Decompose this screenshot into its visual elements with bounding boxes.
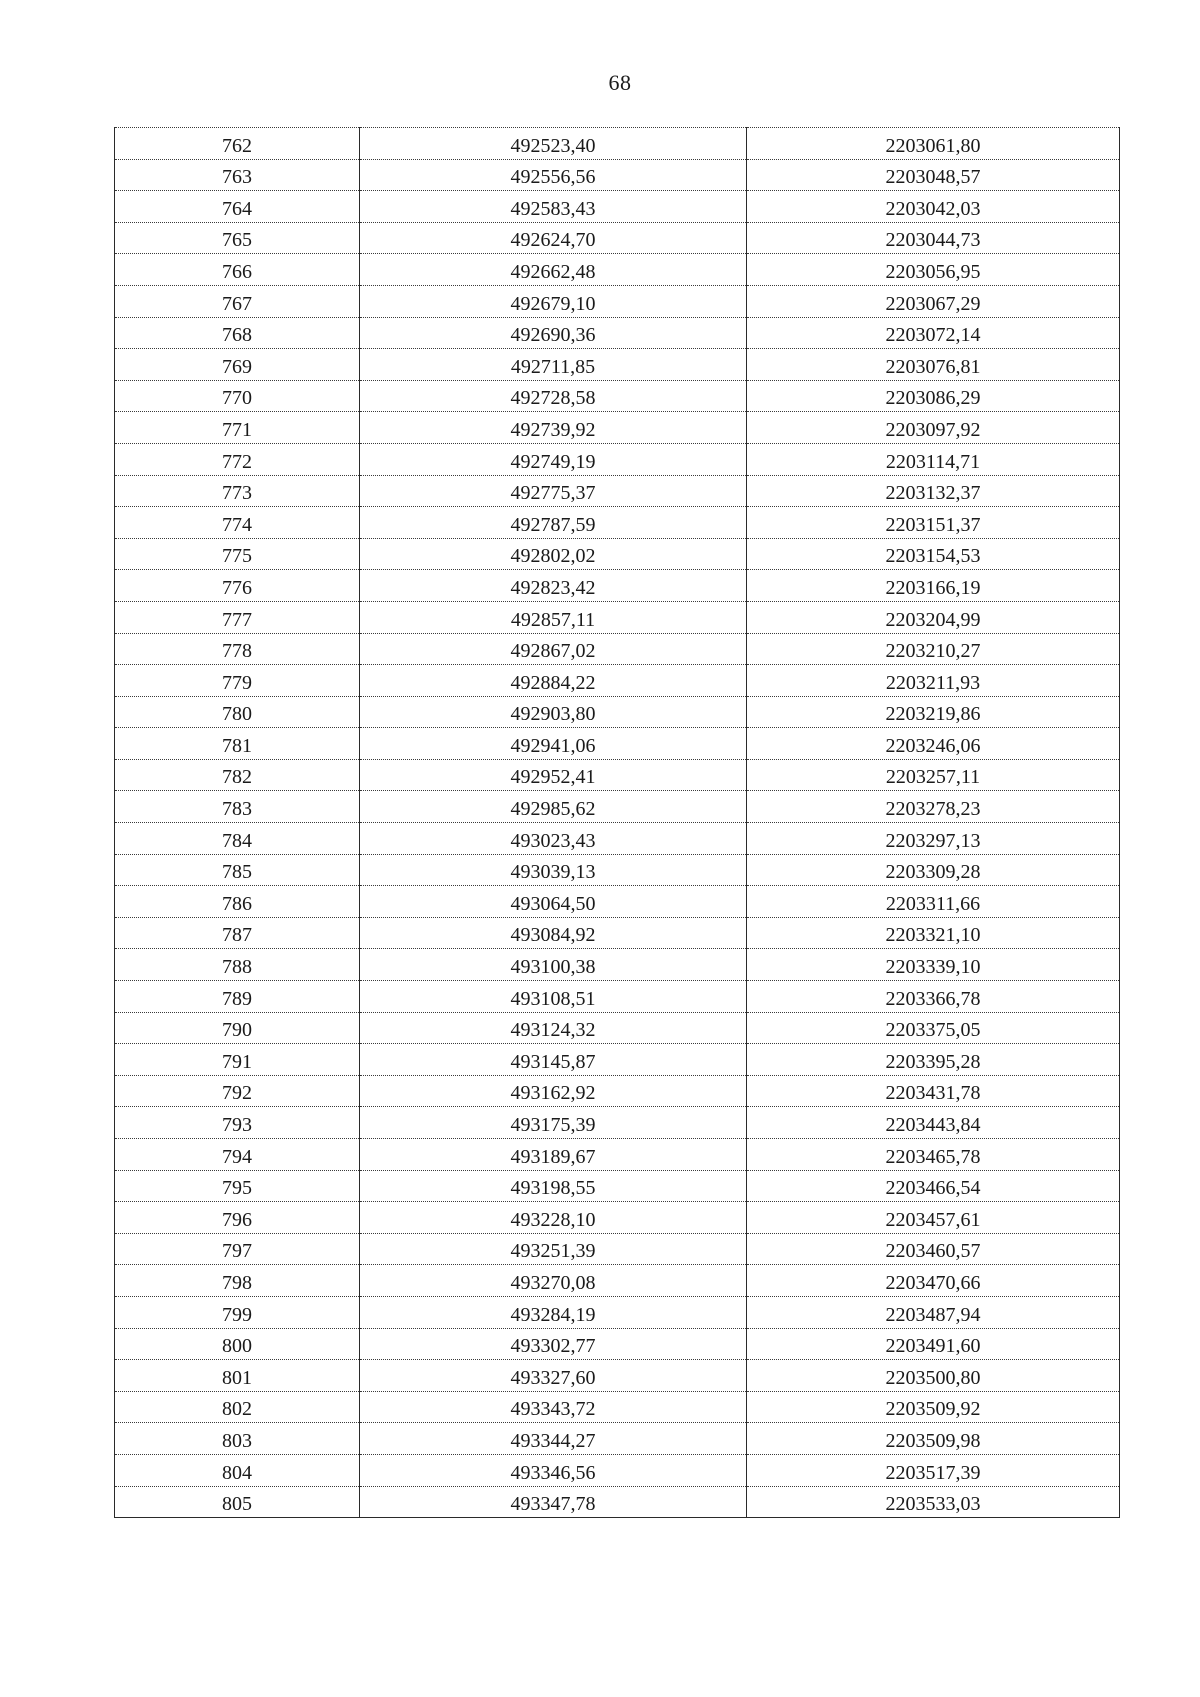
- point-number-cell: 796: [115, 1202, 360, 1234]
- table-row: [115, 601, 1120, 633]
- table-row: [115, 1075, 1120, 1107]
- y-coordinate-cell: 2203457,61: [747, 1202, 1120, 1234]
- table-row: [115, 254, 1120, 286]
- x-coordinate-cell: 492941,06: [360, 728, 747, 760]
- y-coordinate-cell: 2203061,80: [747, 128, 1120, 160]
- y-coordinate-cell: 2203204,99: [747, 601, 1120, 633]
- y-coordinate-cell: 2203443,84: [747, 1107, 1120, 1139]
- point-number-cell: 795: [115, 1170, 360, 1202]
- point-number-cell: 794: [115, 1139, 360, 1171]
- table-row: [115, 285, 1120, 317]
- y-coordinate-cell: 2203311,66: [747, 886, 1120, 918]
- table-row: [115, 665, 1120, 697]
- y-coordinate-cell: 2203339,10: [747, 949, 1120, 981]
- y-coordinate-cell: 2203246,06: [747, 728, 1120, 760]
- x-coordinate-cell: 492884,22: [360, 665, 747, 697]
- x-coordinate-cell: 493284,19: [360, 1296, 747, 1328]
- point-number-cell: 789: [115, 981, 360, 1013]
- y-coordinate-cell: 2203500,80: [747, 1360, 1120, 1392]
- y-coordinate-cell: 2203278,23: [747, 791, 1120, 823]
- point-number-cell: 766: [115, 254, 360, 286]
- point-number-cell: 774: [115, 507, 360, 539]
- point-number-cell: 770: [115, 380, 360, 412]
- y-coordinate-cell: 2203114,71: [747, 443, 1120, 475]
- point-number-cell: 802: [115, 1391, 360, 1423]
- x-coordinate-cell: 493228,10: [360, 1202, 747, 1234]
- point-number-cell: 775: [115, 538, 360, 570]
- y-coordinate-cell: 2203460,57: [747, 1233, 1120, 1265]
- point-number-cell: 784: [115, 823, 360, 855]
- table-row: [115, 1360, 1120, 1392]
- y-coordinate-cell: 2203366,78: [747, 981, 1120, 1013]
- x-coordinate-cell: 492749,19: [360, 443, 747, 475]
- point-number-cell: 801: [115, 1360, 360, 1392]
- x-coordinate-cell: 493124,32: [360, 1012, 747, 1044]
- table-row: [115, 570, 1120, 602]
- point-number-cell: 783: [115, 791, 360, 823]
- x-coordinate-cell: 492583,43: [360, 191, 747, 223]
- table-row: [115, 475, 1120, 507]
- y-coordinate-cell: 2203210,27: [747, 633, 1120, 665]
- x-coordinate-cell: 493270,08: [360, 1265, 747, 1297]
- y-coordinate-cell: 2203211,93: [747, 665, 1120, 697]
- y-coordinate-cell: 2203309,28: [747, 854, 1120, 886]
- x-coordinate-cell: 493039,13: [360, 854, 747, 886]
- point-number-cell: 777: [115, 601, 360, 633]
- x-coordinate-cell: 492903,80: [360, 696, 747, 728]
- x-coordinate-cell: 493346,56: [360, 1454, 747, 1486]
- x-coordinate-cell: 492523,40: [360, 128, 747, 160]
- point-number-cell: 798: [115, 1265, 360, 1297]
- point-number-cell: 778: [115, 633, 360, 665]
- x-coordinate-cell: 493064,50: [360, 886, 747, 918]
- y-coordinate-cell: 2203533,03: [747, 1486, 1120, 1518]
- y-coordinate-cell: 2203491,60: [747, 1328, 1120, 1360]
- table-row: [115, 633, 1120, 665]
- y-coordinate-cell: 2203056,95: [747, 254, 1120, 286]
- x-coordinate-cell: 493198,55: [360, 1170, 747, 1202]
- point-number-cell: 781: [115, 728, 360, 760]
- point-number-cell: 785: [115, 854, 360, 886]
- point-number-cell: 797: [115, 1233, 360, 1265]
- y-coordinate-cell: 2203097,92: [747, 412, 1120, 444]
- table-row: [115, 759, 1120, 791]
- table-row: [115, 1265, 1120, 1297]
- y-coordinate-cell: 2203466,54: [747, 1170, 1120, 1202]
- x-coordinate-cell: 493251,39: [360, 1233, 747, 1265]
- x-coordinate-cell: 492624,70: [360, 222, 747, 254]
- y-coordinate-cell: 2203321,10: [747, 917, 1120, 949]
- x-coordinate-cell: 492662,48: [360, 254, 747, 286]
- x-coordinate-cell: 493108,51: [360, 981, 747, 1013]
- y-coordinate-cell: 2203219,86: [747, 696, 1120, 728]
- table-row: [115, 1454, 1120, 1486]
- table-row: [115, 1486, 1120, 1518]
- point-number-cell: 793: [115, 1107, 360, 1139]
- y-coordinate-cell: 2203044,73: [747, 222, 1120, 254]
- x-coordinate-cell: 492556,56: [360, 159, 747, 191]
- point-number-cell: 773: [115, 475, 360, 507]
- point-number-cell: 792: [115, 1075, 360, 1107]
- point-number-cell: 804: [115, 1454, 360, 1486]
- x-coordinate-cell: 493327,60: [360, 1360, 747, 1392]
- x-coordinate-cell: 492728,58: [360, 380, 747, 412]
- x-coordinate-cell: 493084,92: [360, 917, 747, 949]
- x-coordinate-cell: 493347,78: [360, 1486, 747, 1518]
- table-row: [115, 949, 1120, 981]
- y-coordinate-cell: 2203487,94: [747, 1296, 1120, 1328]
- x-coordinate-cell: 493175,39: [360, 1107, 747, 1139]
- table-row: [115, 1044, 1120, 1076]
- table-row: [115, 128, 1120, 160]
- y-coordinate-cell: 2203431,78: [747, 1075, 1120, 1107]
- point-number-cell: 767: [115, 285, 360, 317]
- point-number-cell: 799: [115, 1296, 360, 1328]
- point-number-cell: 771: [115, 412, 360, 444]
- y-coordinate-cell: 2203151,37: [747, 507, 1120, 539]
- point-number-cell: 764: [115, 191, 360, 223]
- point-number-cell: 780: [115, 696, 360, 728]
- point-number-cell: 805: [115, 1486, 360, 1518]
- y-coordinate-cell: 2203375,05: [747, 1012, 1120, 1044]
- coordinates-table-body: [115, 128, 1120, 1518]
- table-row: [115, 412, 1120, 444]
- table-row: [115, 854, 1120, 886]
- table-row: [115, 823, 1120, 855]
- point-number-cell: 765: [115, 222, 360, 254]
- table-row: [115, 791, 1120, 823]
- table-row: [115, 1202, 1120, 1234]
- x-coordinate-cell: 493162,92: [360, 1075, 747, 1107]
- point-number-cell: 779: [115, 665, 360, 697]
- x-coordinate-cell: 492802,02: [360, 538, 747, 570]
- table-row: [115, 1139, 1120, 1171]
- point-number-cell: 772: [115, 443, 360, 475]
- point-number-cell: 762: [115, 128, 360, 160]
- y-coordinate-cell: 2203470,66: [747, 1265, 1120, 1297]
- y-coordinate-cell: 2203086,29: [747, 380, 1120, 412]
- point-number-cell: 788: [115, 949, 360, 981]
- table-row: [115, 1233, 1120, 1265]
- table-row: [115, 380, 1120, 412]
- table-row: [115, 696, 1120, 728]
- coordinates-table-container: [114, 127, 1119, 1518]
- x-coordinate-cell: 493344,27: [360, 1423, 747, 1455]
- y-coordinate-cell: 2203509,92: [747, 1391, 1120, 1423]
- table-row: [115, 349, 1120, 381]
- table-row: [115, 1296, 1120, 1328]
- table-row: [115, 1107, 1120, 1139]
- table-row: [115, 317, 1120, 349]
- y-coordinate-cell: 2203509,98: [747, 1423, 1120, 1455]
- point-number-cell: 768: [115, 317, 360, 349]
- point-number-cell: 800: [115, 1328, 360, 1360]
- point-number-cell: 769: [115, 349, 360, 381]
- table-row: [115, 1391, 1120, 1423]
- table-row: [115, 981, 1120, 1013]
- x-coordinate-cell: 492711,85: [360, 349, 747, 381]
- point-number-cell: 791: [115, 1044, 360, 1076]
- y-coordinate-cell: 2203395,28: [747, 1044, 1120, 1076]
- table-row: [115, 1012, 1120, 1044]
- x-coordinate-cell: 493023,43: [360, 823, 747, 855]
- table-row: [115, 1170, 1120, 1202]
- y-coordinate-cell: 2203076,81: [747, 349, 1120, 381]
- table-row: [115, 1328, 1120, 1360]
- point-number-cell: 790: [115, 1012, 360, 1044]
- table-row: [115, 191, 1120, 223]
- x-coordinate-cell: 492739,92: [360, 412, 747, 444]
- x-coordinate-cell: 492857,11: [360, 601, 747, 633]
- x-coordinate-cell: 493145,87: [360, 1044, 747, 1076]
- table-row: [115, 159, 1120, 191]
- point-number-cell: 782: [115, 759, 360, 791]
- y-coordinate-cell: 2203048,57: [747, 159, 1120, 191]
- x-coordinate-cell: 493343,72: [360, 1391, 747, 1423]
- table-row: [115, 917, 1120, 949]
- x-coordinate-cell: 492787,59: [360, 507, 747, 539]
- table-row: [115, 443, 1120, 475]
- x-coordinate-cell: 492690,36: [360, 317, 747, 349]
- coordinates-table: [114, 127, 1120, 1518]
- table-row: [115, 1423, 1120, 1455]
- table-row: [115, 538, 1120, 570]
- y-coordinate-cell: 2203465,78: [747, 1139, 1120, 1171]
- table-row: [115, 507, 1120, 539]
- x-coordinate-cell: 492867,02: [360, 633, 747, 665]
- x-coordinate-cell: 493189,67: [360, 1139, 747, 1171]
- table-row: [115, 728, 1120, 760]
- y-coordinate-cell: 2203166,19: [747, 570, 1120, 602]
- y-coordinate-cell: 2203517,39: [747, 1454, 1120, 1486]
- y-coordinate-cell: 2203257,11: [747, 759, 1120, 791]
- table-row: [115, 886, 1120, 918]
- x-coordinate-cell: 493302,77: [360, 1328, 747, 1360]
- point-number-cell: 763: [115, 159, 360, 191]
- x-coordinate-cell: 493100,38: [360, 949, 747, 981]
- y-coordinate-cell: 2203297,13: [747, 823, 1120, 855]
- y-coordinate-cell: 2203154,53: [747, 538, 1120, 570]
- x-coordinate-cell: 492985,62: [360, 791, 747, 823]
- y-coordinate-cell: 2203067,29: [747, 285, 1120, 317]
- point-number-cell: 803: [115, 1423, 360, 1455]
- y-coordinate-cell: 2203072,14: [747, 317, 1120, 349]
- x-coordinate-cell: 492775,37: [360, 475, 747, 507]
- x-coordinate-cell: 492823,42: [360, 570, 747, 602]
- point-number-cell: 786: [115, 886, 360, 918]
- y-coordinate-cell: 2203042,03: [747, 191, 1120, 223]
- table-row: [115, 222, 1120, 254]
- x-coordinate-cell: 492679,10: [360, 285, 747, 317]
- y-coordinate-cell: 2203132,37: [747, 475, 1120, 507]
- point-number-cell: 787: [115, 917, 360, 949]
- point-number-cell: 776: [115, 570, 360, 602]
- page-number: 68: [608, 70, 632, 95]
- x-coordinate-cell: 492952,41: [360, 759, 747, 791]
